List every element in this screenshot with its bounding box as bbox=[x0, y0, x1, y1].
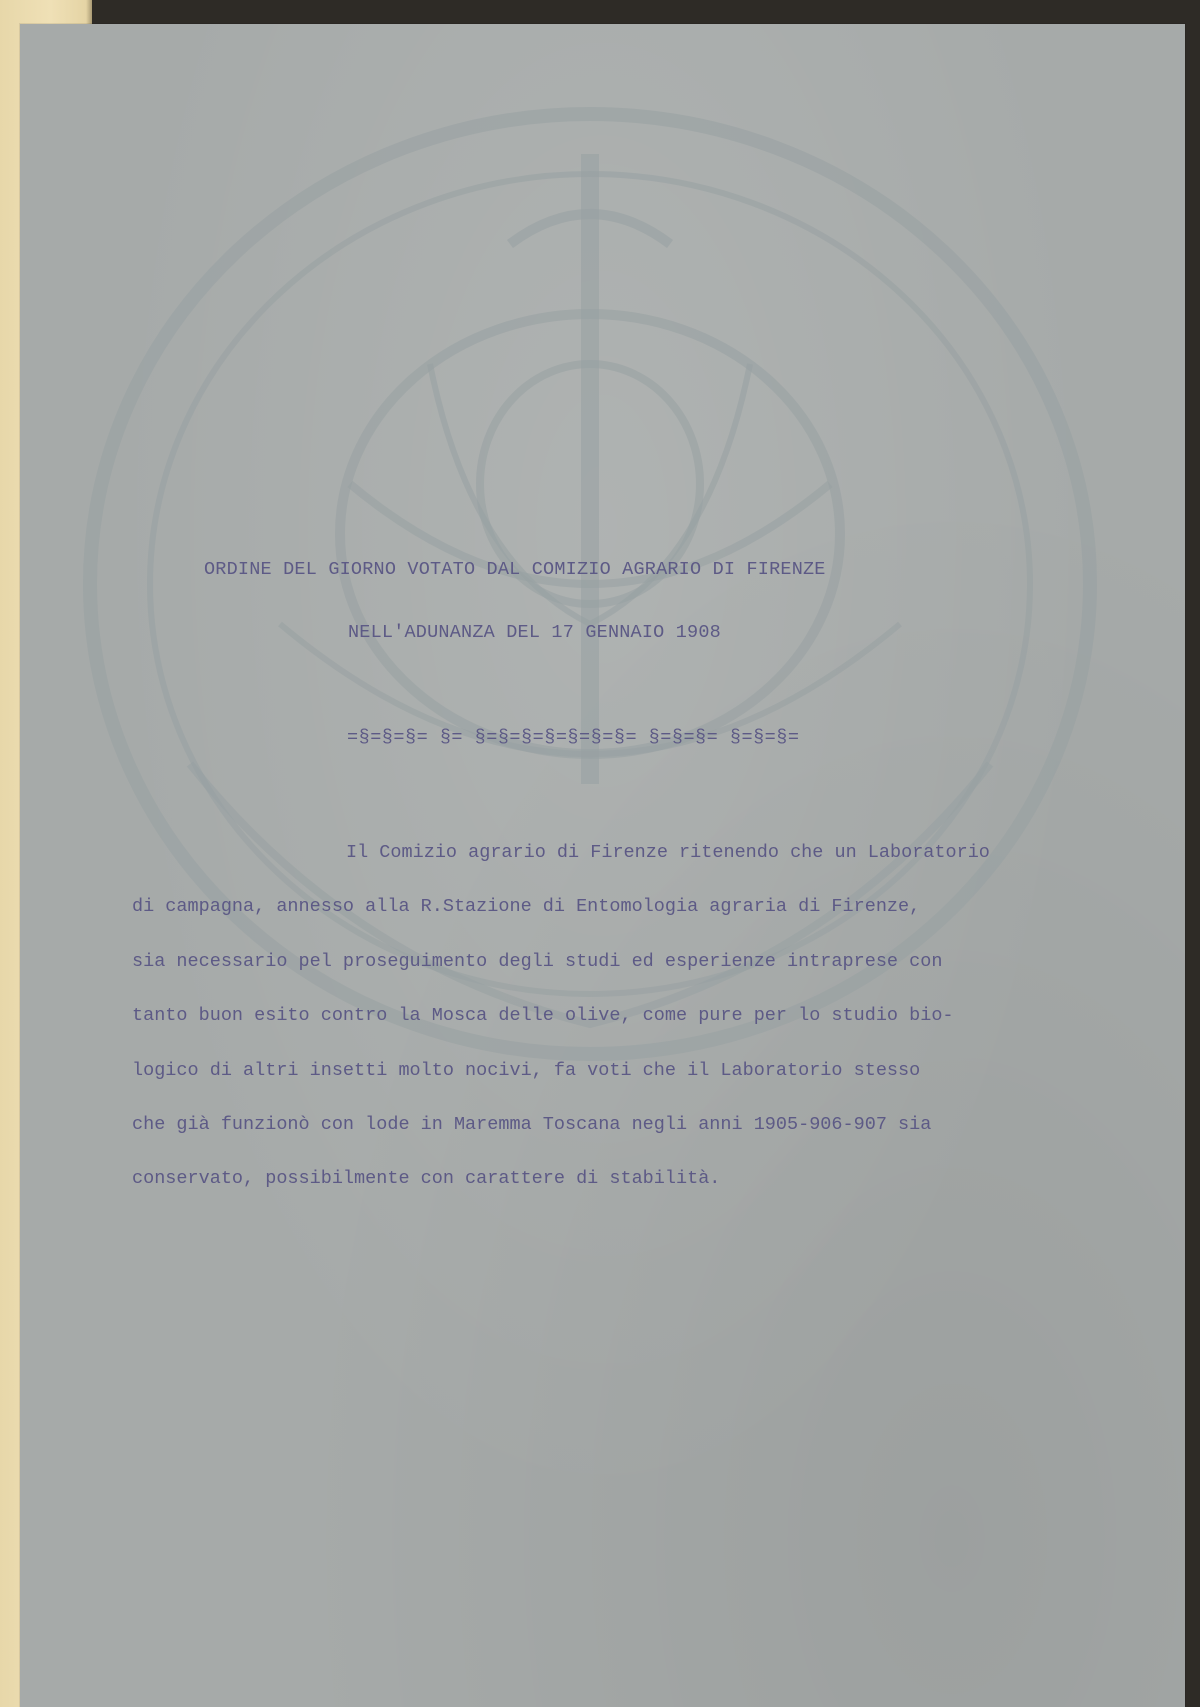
body-line: tanto buon esito contro la Mosca delle olive, come pure per lo studio bio- bbox=[132, 1005, 954, 1027]
body-line: conservato, possibilmente con carattere di stabilità. bbox=[132, 1168, 721, 1190]
body-line: Il Comizio agrario di Firenze ritenendo che un Laboratorio bbox=[346, 842, 990, 863]
body-line: di campagna, annesso alla R.Stazione di Entomologia agraria di Firenze, bbox=[132, 896, 921, 918]
ornamental-separator: =§=§=§= §= §=§=§=§=§=§=§= §=§=§= §=§=§= bbox=[347, 727, 800, 748]
body-line: logico di altri insetti molto nocivi, fa voti che il Laboratorio stesso bbox=[132, 1059, 921, 1081]
document-sheet bbox=[20, 24, 1185, 1707]
document-heading-line-2: NELL'ADUNANZA DEL 17 GENNAIO 1908 bbox=[348, 622, 721, 643]
body-line: sia necessario pel proseguimento degli studi ed esperienze intraprese con bbox=[132, 950, 943, 972]
document-heading-line-1: ORDINE DEL GIORNO VOTATO DAL COMIZIO AGRARIO DI FIRENZE bbox=[204, 559, 826, 580]
body-line: che già funzionò con lode in Maremma Toscana negli anni 1905-906-907 sia bbox=[132, 1114, 932, 1136]
body-paragraph bbox=[132, 826, 990, 1207]
